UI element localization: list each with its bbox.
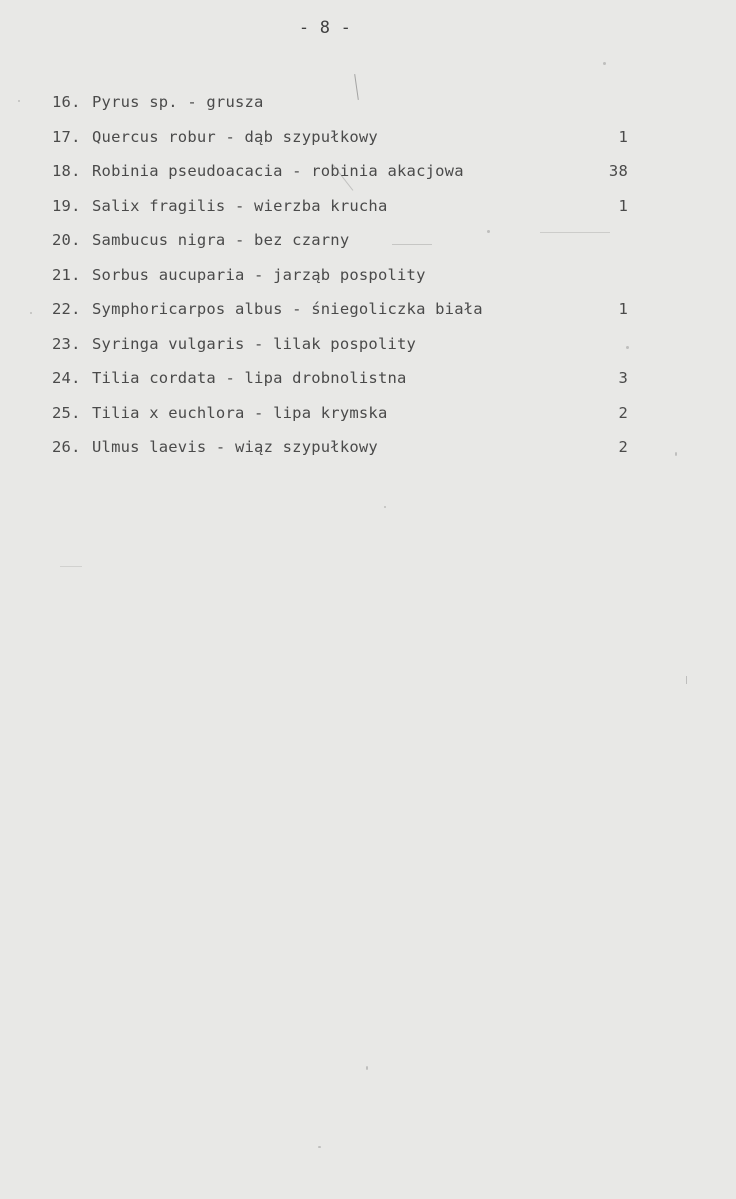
item-text: Salix fragilis - wierzba krucha — [92, 196, 388, 215]
list-item — [52, 228, 652, 263]
page-number: - 8 - — [298, 18, 352, 38]
item-text: Tilia cordata - lipa drobnolistna — [92, 369, 407, 387]
item-number: 25. — [52, 403, 81, 422]
list-item — [52, 332, 652, 367]
item-number: 21. — [52, 265, 81, 284]
item-text: Robinia pseudoacacia - robinia akacjowa — [92, 162, 464, 180]
list-item — [52, 263, 652, 298]
scan-mark — [540, 232, 610, 233]
item-quantity: 2 — [618, 403, 628, 422]
scan-speck — [366, 1066, 368, 1070]
item-text: Quercus robur - dąb szypułkowy — [92, 127, 378, 146]
list-item — [52, 366, 652, 401]
list-item — [52, 435, 652, 470]
list-item — [52, 125, 652, 160]
item-number: 18. — [52, 162, 81, 180]
item-text: Tilia x euchlora - lipa krymska — [92, 403, 388, 422]
item-number: 20. — [52, 231, 81, 249]
scan-speck — [686, 676, 687, 684]
scan-speck — [60, 566, 82, 567]
item-number: 24. — [52, 369, 81, 387]
item-text: Symphoricarpos albus - śniegoliczka biała — [92, 300, 483, 318]
scan-speck — [318, 1146, 321, 1148]
species-list — [52, 90, 652, 470]
item-quantity: 38 — [608, 162, 628, 180]
item-number: 22. — [52, 300, 81, 318]
item-text: Sambucus nigra - bez czarny — [92, 231, 350, 249]
scan-speck — [675, 452, 677, 456]
item-number: 16. — [52, 93, 81, 111]
scan-speck — [18, 100, 20, 102]
scan-mark — [392, 244, 432, 245]
item-quantity: 2 — [618, 438, 628, 456]
scan-speck — [487, 230, 490, 233]
item-number: 23. — [52, 334, 81, 353]
list-item — [52, 297, 652, 332]
scan-speck — [30, 312, 32, 314]
list-item — [52, 90, 652, 125]
item-number: 19. — [52, 196, 81, 215]
item-quantity: 1 — [618, 300, 628, 318]
item-quantity: 1 — [618, 196, 628, 215]
item-number: 26. — [52, 438, 81, 456]
item-text: Ulmus laevis - wiąz szypułkowy — [92, 438, 378, 456]
item-quantity: 1 — [618, 127, 628, 146]
list-item — [52, 194, 652, 229]
scan-speck — [603, 62, 606, 65]
item-text: Sorbus aucuparia - jarząb pospolity — [92, 265, 426, 284]
list-item — [52, 401, 652, 436]
scan-speck — [384, 506, 386, 508]
item-quantity: 3 — [618, 369, 628, 387]
item-text: Syringa vulgaris - lilak pospolity — [92, 334, 417, 353]
item-number: 17. — [52, 127, 81, 146]
item-text: Pyrus sp. - grusza — [92, 93, 264, 111]
scan-speck — [626, 346, 629, 349]
